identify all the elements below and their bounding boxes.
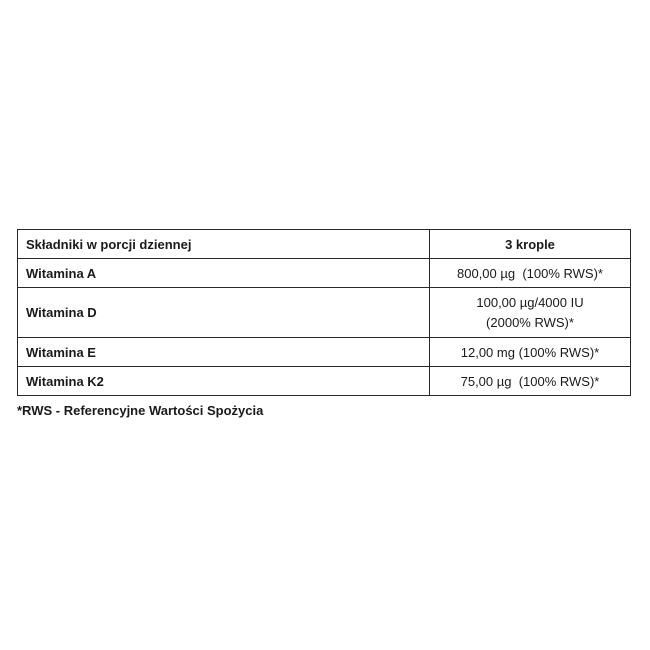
row-value-vitamin-k2: 75,00 µg (100% RWS)* bbox=[430, 367, 631, 396]
table-header-row bbox=[18, 230, 631, 259]
row-value-vitamin-a: 800,00 µg (100% RWS)* bbox=[430, 259, 631, 288]
nutrition-table bbox=[17, 229, 631, 396]
footnote-rws: *RWS - Referencyjne Wartości Spożycia bbox=[17, 403, 264, 418]
row-label-vitamin-d: Witamina D bbox=[18, 288, 430, 338]
row-label-vitamin-a: Witamina A bbox=[18, 259, 430, 288]
table-row bbox=[18, 288, 631, 338]
header-dose-cell: 3 krople bbox=[430, 230, 631, 259]
row-value-vitamin-e: 12,00 mg (100% RWS)* bbox=[430, 338, 631, 367]
row-label-vitamin-k2: Witamina K2 bbox=[18, 367, 430, 396]
row-label-vitamin-e: Witamina E bbox=[18, 338, 430, 367]
table-row bbox=[18, 338, 631, 367]
table-row bbox=[18, 367, 631, 396]
table-row bbox=[18, 259, 631, 288]
row-value-vitamin-d: 100,00 µg/4000 IU (2000% RWS)* bbox=[430, 288, 631, 338]
header-ingredients-cell: Składniki w porcji dziennej bbox=[18, 230, 430, 259]
